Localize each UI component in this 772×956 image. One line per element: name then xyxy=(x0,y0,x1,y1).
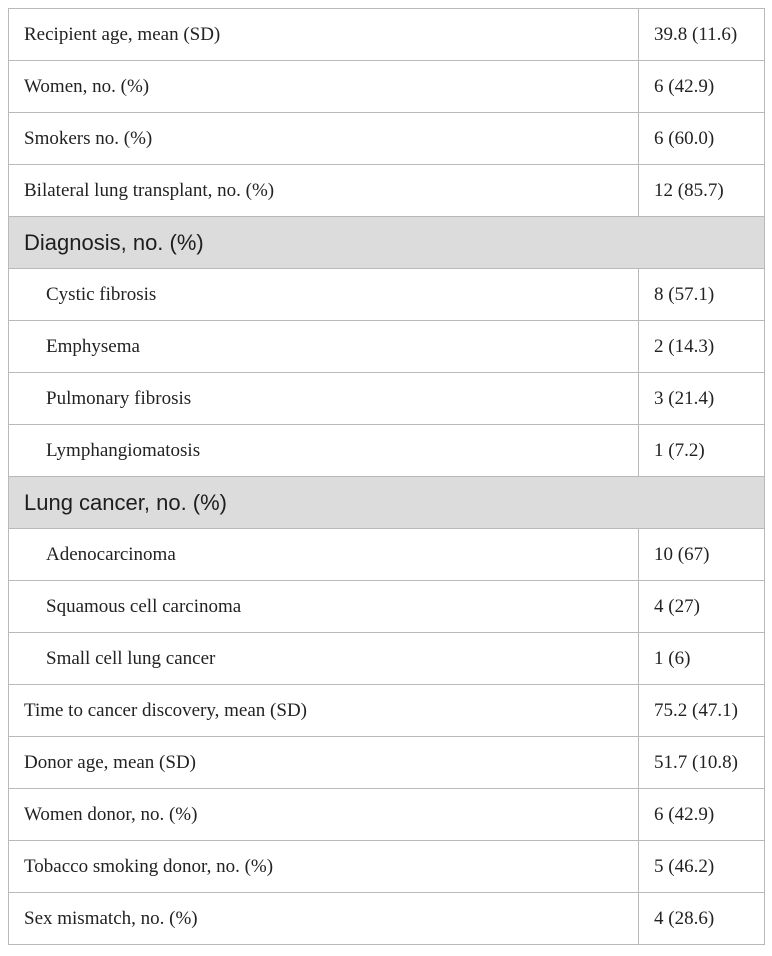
row-label: Tobacco smoking donor, no. (%) xyxy=(9,841,639,893)
row-label: Time to cancer discovery, mean (SD) xyxy=(9,685,639,737)
table-row xyxy=(9,373,765,425)
row-value: 12 (85.7) xyxy=(639,165,765,217)
row-label: Emphysema xyxy=(9,321,639,373)
table-row xyxy=(9,321,765,373)
row-value: 6 (42.9) xyxy=(639,789,765,841)
characteristics-table xyxy=(8,8,765,945)
row-label: Bilateral lung transplant, no. (%) xyxy=(9,165,639,217)
row-value: 10 (67) xyxy=(639,529,765,581)
row-label: Donor age, mean (SD) xyxy=(9,737,639,789)
row-value: 6 (42.9) xyxy=(639,61,765,113)
table-row xyxy=(9,685,765,737)
table-row xyxy=(9,893,765,945)
section-header-label: Diagnosis, no. (%) xyxy=(9,217,765,269)
table-row xyxy=(9,789,765,841)
row-label: Pulmonary fibrosis xyxy=(9,373,639,425)
row-value: 3 (21.4) xyxy=(639,373,765,425)
row-label: Lymphangiomatosis xyxy=(9,425,639,477)
row-label: Small cell lung cancer xyxy=(9,633,639,685)
row-label: Smokers no. (%) xyxy=(9,113,639,165)
table-row xyxy=(9,633,765,685)
table-row xyxy=(9,581,765,633)
table-row xyxy=(9,529,765,581)
row-value: 75.2 (47.1) xyxy=(639,685,765,737)
row-label: Women, no. (%) xyxy=(9,61,639,113)
table-row xyxy=(9,269,765,321)
section-header-label: Lung cancer, no. (%) xyxy=(9,477,765,529)
row-label: Adenocarcinoma xyxy=(9,529,639,581)
row-value: 51.7 (10.8) xyxy=(639,737,765,789)
table-row xyxy=(9,737,765,789)
row-label: Sex mismatch, no. (%) xyxy=(9,893,639,945)
row-value: 1 (6) xyxy=(639,633,765,685)
row-label: Squamous cell carcinoma xyxy=(9,581,639,633)
characteristics-table-container xyxy=(8,8,764,945)
section-header-diagnosis xyxy=(9,217,765,269)
table-row xyxy=(9,61,765,113)
table-row xyxy=(9,841,765,893)
row-value: 6 (60.0) xyxy=(639,113,765,165)
row-value: 2 (14.3) xyxy=(639,321,765,373)
row-value: 5 (46.2) xyxy=(639,841,765,893)
table-row xyxy=(9,9,765,61)
row-label: Cystic fibrosis xyxy=(9,269,639,321)
table-row xyxy=(9,425,765,477)
table-row xyxy=(9,165,765,217)
row-value: 4 (28.6) xyxy=(639,893,765,945)
row-value: 8 (57.1) xyxy=(639,269,765,321)
row-label: Recipient age, mean (SD) xyxy=(9,9,639,61)
section-header-lung-cancer xyxy=(9,477,765,529)
row-value: 4 (27) xyxy=(639,581,765,633)
row-value: 39.8 (11.6) xyxy=(639,9,765,61)
table-row xyxy=(9,113,765,165)
row-value: 1 (7.2) xyxy=(639,425,765,477)
row-label: Women donor, no. (%) xyxy=(9,789,639,841)
